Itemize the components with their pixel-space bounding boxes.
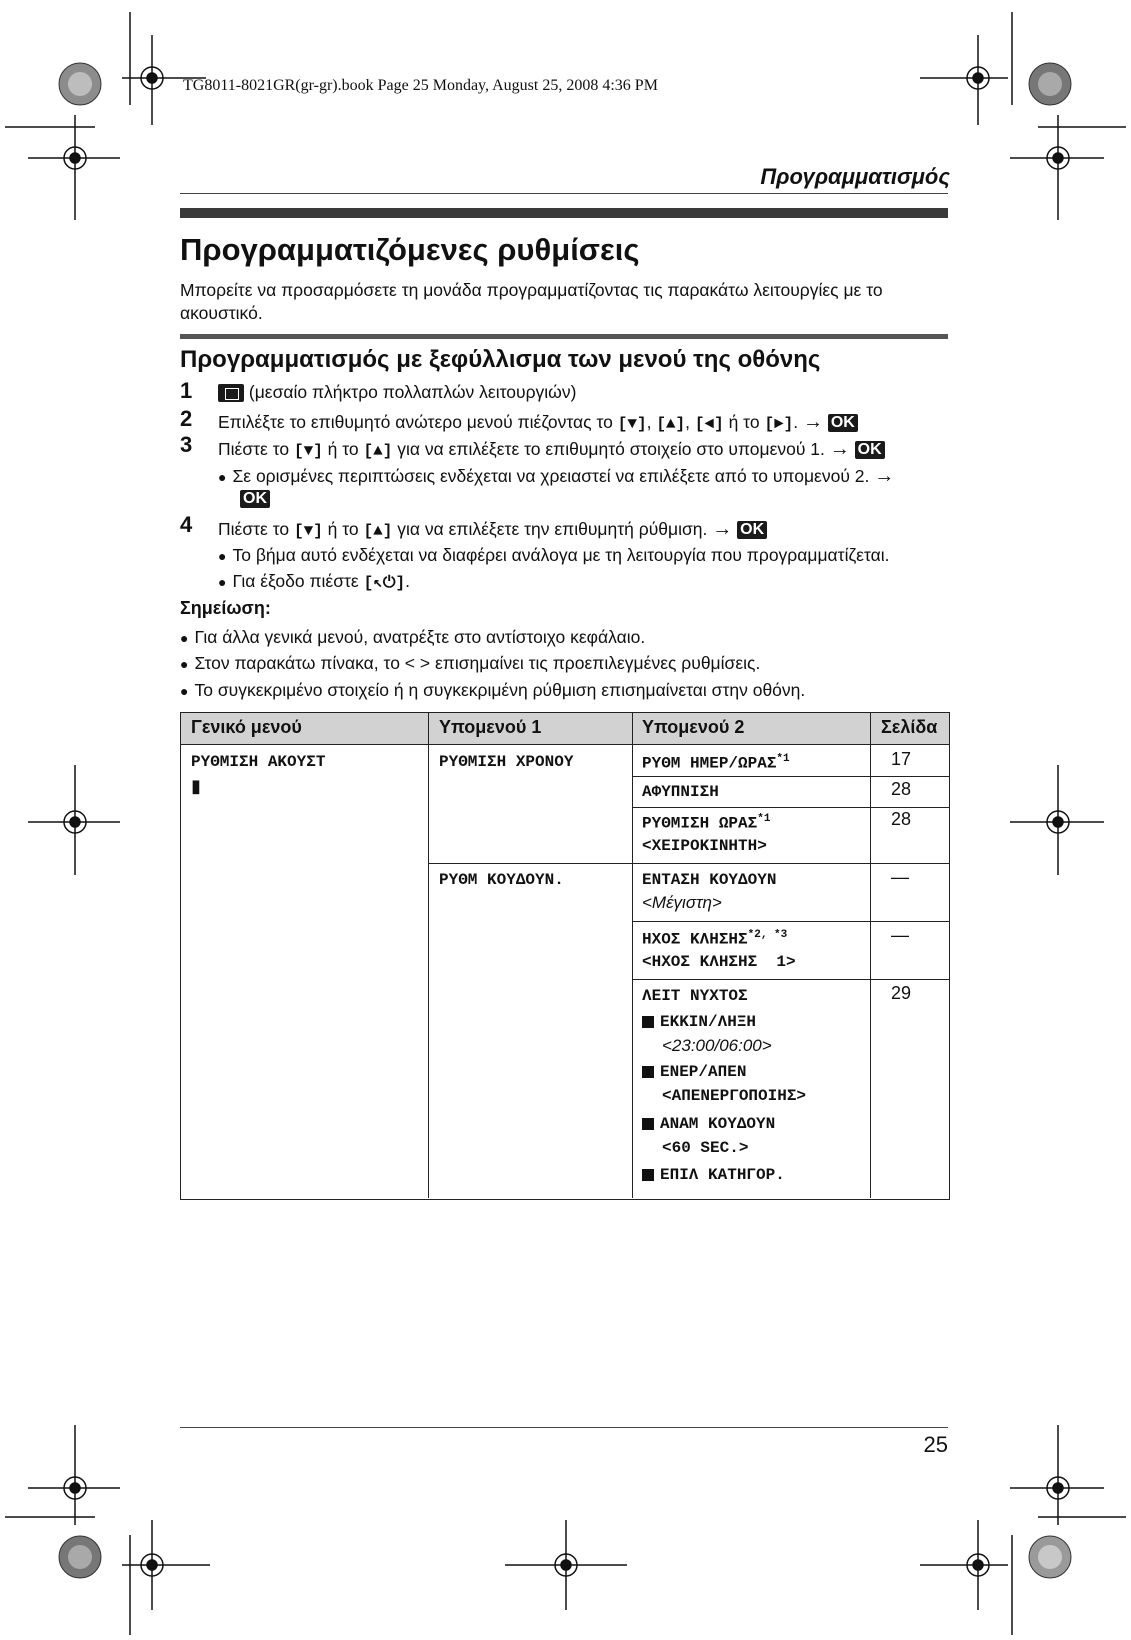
step-4-bullet-2: ● Για έξοδο πιέστε [↖⏻]. (218, 571, 410, 592)
arrow-icon: → (802, 411, 823, 433)
key-left: [◄] (694, 415, 724, 433)
ok-badge: OK (855, 441, 885, 459)
step-4-bullet-1 (218, 545, 890, 566)
night-item-2 (642, 1063, 746, 1081)
key-up: [▲] (656, 415, 686, 433)
night-item-label: ΕΚΚΙΝ/ΛΗΞΗ (660, 1013, 757, 1031)
ok-badge: OK (828, 414, 858, 432)
night-item-1 (642, 1013, 756, 1031)
step-3-number: 3 (180, 432, 193, 457)
step-3-text-b: για να επιλέξετε το επιθυμητό στοιχείο στο υπομενού 1. (397, 439, 825, 459)
key-down: [▼] (293, 522, 323, 540)
key-down: [▼] (617, 415, 647, 433)
step-2-number: 2 (180, 406, 193, 431)
arrow-icon: → (712, 518, 733, 540)
section-title: Προγραμματιζόμενες ρυθμίσεις (180, 232, 640, 267)
page-ref: — (891, 925, 909, 945)
step-1 (218, 382, 576, 403)
note-2-text: Στον παρακάτω πίνακα, το < > επισημαίνει τις προεπιλεγμένες ρυθμίσεις. (194, 653, 761, 673)
intro-line-2: ακουστικό. (180, 303, 263, 323)
note-3-text: Το συγκεκριμένο στοιχείο ή η συγκεκριμένη ρύθμιση επισημαίνεται στην οθόνη. (194, 680, 806, 700)
sub2-ringer-tone (642, 929, 787, 948)
header-page: Σελίδα (881, 717, 938, 737)
footer-rule (180, 1427, 948, 1428)
page-ref: 17 (891, 749, 912, 769)
subsection-bar (180, 334, 948, 339)
arrow-icon: → (874, 465, 895, 487)
off-key-icon: [↖⏻] (363, 574, 406, 592)
night-item-label: ΕΝΕΡ/ΑΠΕΝ (660, 1063, 747, 1081)
arrow-icon: → (829, 438, 850, 460)
default-value: <Μέγιστη> (642, 893, 722, 912)
step-2-text: Επιλέξτε το επιθυμητό ανώτερο μενού πιέζοντας το (218, 412, 613, 432)
bullet-icon: ● (180, 656, 189, 672)
default-value: <60 SEC.> (662, 1139, 749, 1157)
or-text: ή το (728, 412, 760, 432)
book-line: TG8011-8021GR(gr-gr).book Page 25 Monday, August 25, 2008 4:36 PM (183, 77, 658, 94)
separator: , (646, 412, 652, 432)
bullet-icon: ● (218, 574, 227, 590)
handset-icon: ▮ (191, 776, 201, 796)
default-value: <ΑΠΕΝΕΡΓΟΠΟΙΗΣ> (662, 1087, 807, 1105)
step-3-bullet-text: Σε ορισμένες περιπτώσεις ενδέχεται να χρειαστεί να επιλέξετε από το υπομενού 2. (232, 466, 870, 486)
step-4-number: 4 (180, 512, 193, 537)
note-2 (180, 653, 760, 674)
bullet-icon: ● (218, 469, 227, 485)
key-up: [▲] (363, 522, 393, 540)
row-divider (428, 863, 949, 864)
default-value: <23:00/06:00> (662, 1036, 772, 1055)
night-item-4 (642, 1166, 785, 1184)
col-divider (428, 713, 429, 863)
bullet-icon: ● (218, 548, 227, 564)
sub2-label: ΡΥΘΜ ΗΜΕΡ/ΩΡΑΣ (642, 754, 777, 773)
bullet-icon: ● (180, 630, 189, 646)
square-bullet-icon (642, 1118, 654, 1130)
step-4-bullet-2-text: Για έξοδο πιέστε (232, 571, 359, 591)
menu-table (180, 712, 950, 1200)
step-3-ok (240, 490, 270, 508)
note-3 (180, 680, 805, 701)
key-right: [►] (764, 415, 794, 433)
default-value: <ΗΧΟΣ ΚΛΗΣΗΣ 1> (642, 953, 796, 971)
sub2-label: ΗΧΟΣ ΚΛΗΣΗΣ (642, 930, 748, 949)
step-1-number: 1 (180, 378, 193, 403)
sub2-time-adjust (642, 813, 770, 832)
key-down: [▼] (293, 442, 323, 460)
col-divider (870, 713, 871, 1198)
or-text: ή το (327, 439, 359, 459)
col-divider (632, 713, 633, 1198)
menu-key-icon (218, 384, 244, 402)
running-title: Προγραμματισμός (760, 164, 950, 189)
key-up: [▲] (363, 442, 393, 460)
footnote-ref: *1 (776, 753, 790, 765)
night-item-label: ΑΝΑΜ ΚΟΥΔΟΥΝ (660, 1115, 776, 1133)
note-1-text: Για άλλα γενικά μενού, ανατρέξτε στο αντίστοιχο κεφάλαιο. (194, 627, 646, 647)
page-ref: 28 (891, 809, 912, 829)
sub2-night-mode: ΛΕΙΤ ΝΥΧΤΟΣ (642, 987, 748, 1005)
header-sub1: Υπομενού 1 (439, 717, 542, 737)
ok-badge: OK (737, 521, 767, 539)
col-divider (428, 863, 429, 1198)
row-divider (632, 776, 949, 777)
step-3-bullet (218, 465, 894, 488)
table-header (181, 713, 949, 745)
step-1-text: (μεσαίο πλήκτρο πολλαπλών λειτουργιών) (248, 382, 577, 402)
sub1-time-settings: ΡΥΘΜΙΣΗ ΧΡΟΝΟΥ (439, 753, 574, 771)
step-3 (218, 438, 885, 461)
sub2-label: ΡΥΘΜΙΣΗ ΩΡΑΣ (642, 814, 758, 833)
ok-badge: OK (240, 490, 270, 508)
step-4-bullet-1-text: Το βήμα αυτό ενδέχεται να διαφέρει ανάλογα με τη λειτουργία που προγραμματίζεται. (232, 545, 890, 565)
page-ref: 28 (891, 779, 912, 799)
step-2: Επιλέξτε το επιθυμητό ανώτερο μενού πιέζοντας το [▼], [▲], [◄] ή το [►]. → OK (218, 411, 858, 434)
default-value: <ΧΕΙΡΟΚΙΝΗΤΗ> (642, 837, 767, 855)
note-1 (180, 627, 645, 648)
step-3-text-a: Πιέστε το (218, 439, 290, 459)
footnote-ref: *1 (757, 813, 771, 825)
row-divider (632, 807, 949, 808)
page-ref: — (891, 867, 909, 887)
separator: , (685, 412, 690, 432)
page-number: 25 (923, 1432, 948, 1457)
night-item-label: ΕΠΙΛ ΚΑΤΗΓΟΡ. (660, 1166, 785, 1184)
intro-line-1: Μπορείτε να προσαρμόσετε τη μονάδα προγραμματίζοντας τις παρακάτω λειτουργίες με το (180, 280, 883, 300)
step-4-text-a: Πιέστε το (218, 519, 290, 539)
sub2-alarm: ΑΦΥΠΝΙΣΗ (642, 783, 719, 801)
step-4 (218, 518, 767, 541)
header-main-menu: Γενικό μενού (191, 717, 302, 737)
row-divider (632, 921, 949, 922)
square-bullet-icon (642, 1066, 654, 1078)
header-rule (180, 193, 948, 194)
header-sub2: Υπομενού 2 (642, 717, 745, 737)
step-4-text-b: για να επιλέξετε την επιθυμητή ρύθμιση. (397, 519, 708, 539)
row-divider (632, 979, 949, 980)
square-bullet-icon (642, 1169, 654, 1181)
sub2-date-time (642, 753, 790, 772)
note-title: Σημείωση: (180, 598, 271, 618)
sub2-ringer-volume: ΕΝΤΑΣΗ ΚΟΥΔΟΥΝ (642, 871, 777, 889)
night-item-3 (642, 1115, 775, 1133)
sub1-ringer: ΡΥΘΜ ΚΟΥΔΟΥΝ. (439, 871, 564, 889)
section-bar (180, 208, 948, 218)
subsection-title: Προγραμματισμός με ξεφύλλισμα των μενού της οθόνης (180, 346, 821, 373)
or-text: ή το (327, 519, 359, 539)
page-ref: 29 (891, 983, 912, 1003)
bullet-icon: ● (180, 683, 189, 699)
square-bullet-icon (642, 1016, 654, 1028)
main-menu-handset: ΡΥΘΜΙΣΗ ΑΚΟΥΣΤ (191, 753, 326, 771)
footnote-ref: *2, *3 (747, 929, 788, 941)
